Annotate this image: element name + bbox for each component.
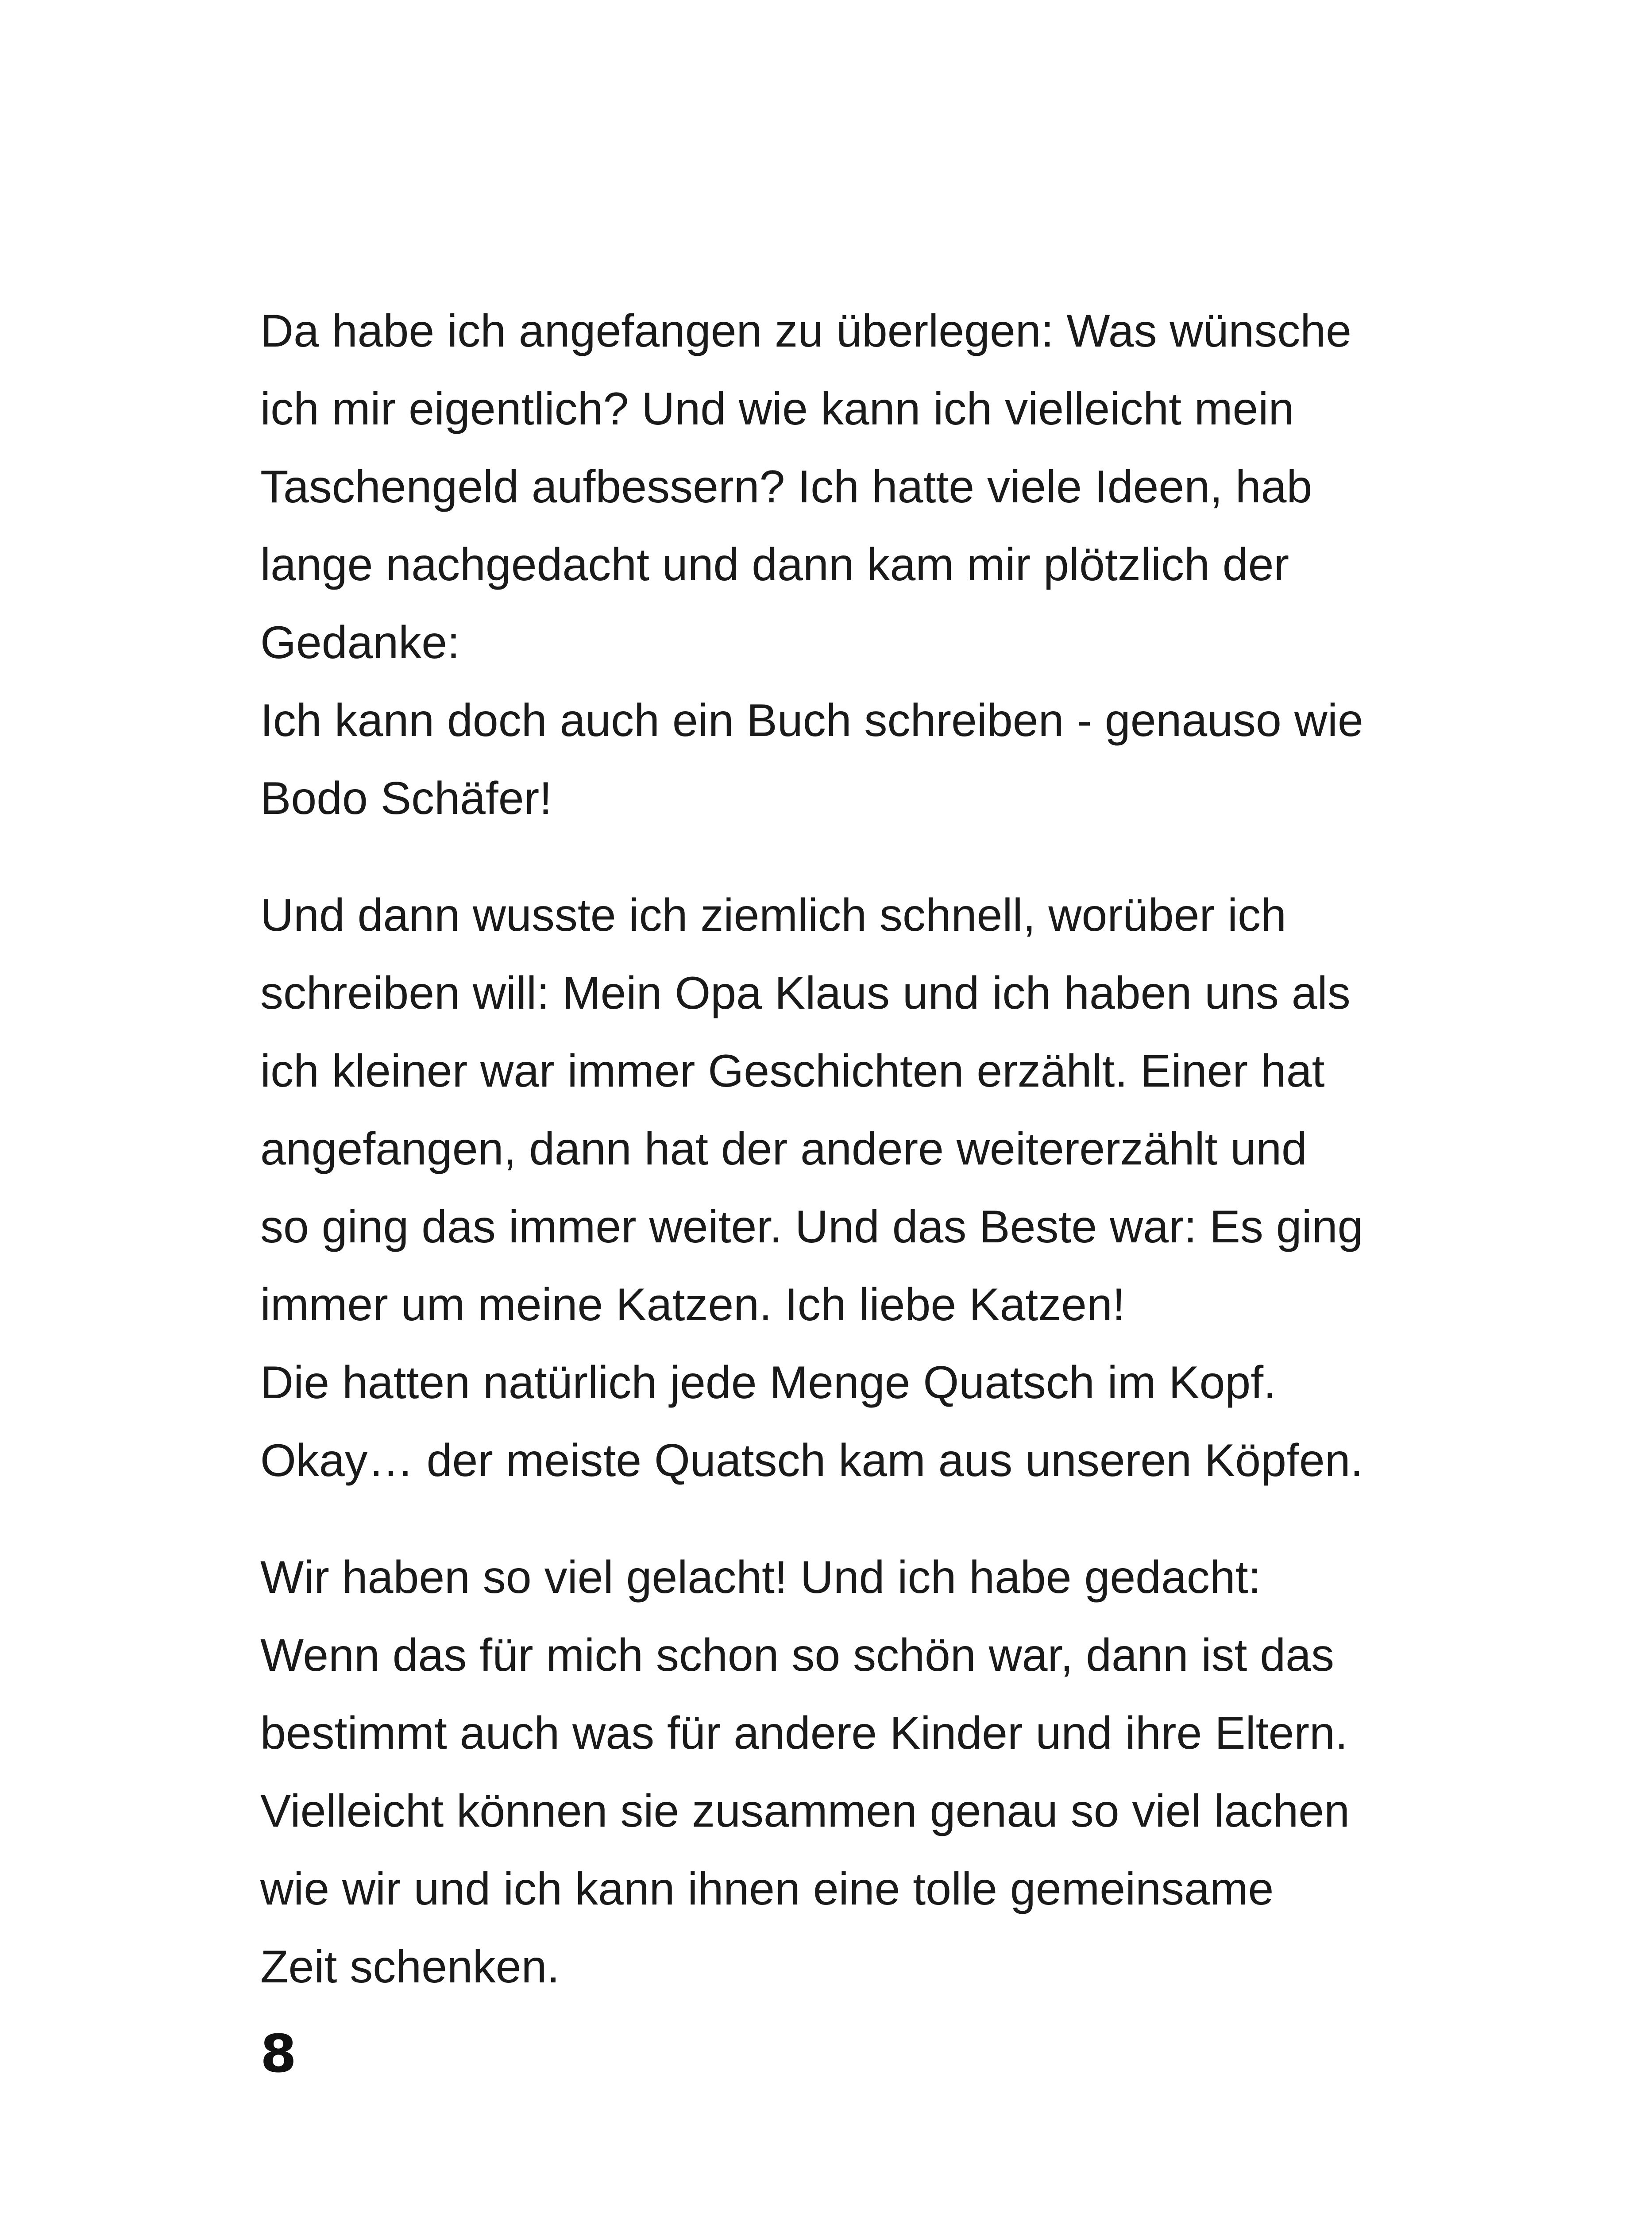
text-line: ich kleiner war immer Geschichten erzählt. Einer hat <box>260 1045 1325 1097</box>
text-line: Wir haben so viel gelacht! Und ich habe gedacht: <box>260 1552 1261 1603</box>
text-line: Da habe ich angefangen zu überlegen: Was wünsche <box>260 305 1351 357</box>
text-line: Zeit schenken. <box>260 1941 560 1993</box>
text-line: Okay… der meiste Quatsch kam aus unseren Köpfen. <box>260 1435 1363 1486</box>
text-line: ich mir eigentlich? Und wie kann ich vielleicht mein <box>260 383 1294 435</box>
text-line: wie wir und ich kann ihnen eine tolle gemeinsame <box>260 1863 1274 1915</box>
text-line: Bodo Schäfer! <box>260 773 552 824</box>
page-number: 8 <box>260 2023 297 2084</box>
paragraph-3 <box>260 1538 1455 2006</box>
text-line: bestimmt auch was für andere Kinder und ihre Eltern. <box>260 1708 1348 1759</box>
paragraph-1 <box>260 292 1455 837</box>
text-line: Taschengeld aufbessern? Ich hatte viele Ideen, hab <box>260 461 1312 513</box>
paragraph-2 <box>260 876 1455 1500</box>
text-line: Vielleicht können sie zusammen genau so viel lachen <box>260 1785 1350 1837</box>
text-line: Gedanke: <box>260 617 460 668</box>
text-line: Die hatten natürlich jede Menge Quatsch im Kopf. <box>260 1357 1277 1408</box>
text-line: angefangen, dann hat der andere weitererzählt und <box>260 1123 1307 1175</box>
text-line: Und dann wusste ich ziemlich schnell, worüber ich <box>260 890 1286 941</box>
text-line: Ich kann doch auch ein Buch schreiben - genauso wie <box>260 695 1363 746</box>
text-line: lange nachgedacht und dann kam mir plötzlich der <box>260 539 1289 590</box>
text-line: so ging das immer weiter. Und das Beste war: Es ging <box>260 1201 1363 1253</box>
text-line: Wenn das für mich schon so schön war, dann ist das <box>260 1630 1335 1681</box>
text-line: immer um meine Katzen. Ich liebe Katzen! <box>260 1279 1125 1330</box>
body-text <box>260 292 1455 2006</box>
text-line: schreiben will: Mein Opa Klaus und ich haben uns als <box>260 968 1351 1019</box>
